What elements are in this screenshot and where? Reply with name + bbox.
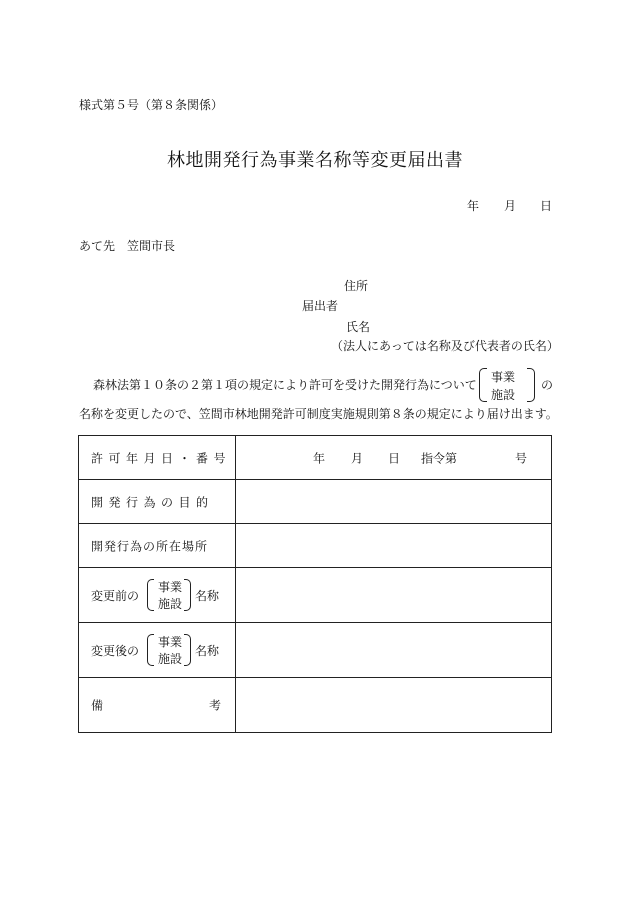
name-before-value-cell[interactable] — [236, 568, 551, 622]
option-jigyo: 事業 — [158, 580, 183, 594]
permit-number-prefix: 指令第 — [421, 451, 458, 465]
purpose-label: 開発行為の目的 — [91, 495, 214, 509]
permit-day-label: 日 — [388, 451, 401, 465]
table-row-name-before — [79, 568, 551, 623]
option-shisetsu: 施設 — [491, 388, 516, 402]
label-cell — [79, 524, 236, 567]
option-shisetsu: 施設 — [158, 652, 183, 666]
remarks-value-cell[interactable] — [236, 678, 551, 732]
addressee: あて先 笠間市長 — [79, 239, 176, 253]
table-row-name-after — [79, 623, 551, 678]
left-brace — [147, 579, 154, 611]
option-jigyo: 事業 — [491, 370, 516, 384]
date-day-label: 日 — [540, 199, 553, 213]
body-line-2: 名称を変更したので、笠間市林地開発許可制度実施規則第８条の規定により届け出ます。 — [79, 407, 558, 421]
name-before-prefix: 変更前の — [91, 589, 140, 603]
location-value-cell[interactable] — [236, 524, 551, 567]
name-after-value-cell[interactable] — [236, 623, 551, 677]
form-table — [78, 435, 552, 733]
name-label: 氏名 — [346, 320, 371, 334]
label-cell — [79, 480, 236, 523]
body-line-1: 森林法第１０条の２第１項の規定により許可を受けた開発行為について — [93, 378, 477, 392]
body-line-1-tail: の — [541, 378, 554, 392]
date-month-label: 月 — [504, 199, 517, 213]
right-brace — [184, 579, 191, 611]
left-brace — [479, 368, 487, 402]
permit-date-number-label: 許可年月日・番号 — [91, 451, 232, 465]
permit-value-cell[interactable] — [236, 436, 551, 479]
name-after-label — [91, 633, 227, 667]
document-title: 林地開発行為事業名称等変更届出書 — [167, 150, 463, 171]
table-row-remarks — [79, 678, 551, 732]
purpose-value-cell[interactable] — [236, 480, 551, 523]
option-shisetsu: 施設 — [158, 597, 183, 611]
label-cell — [79, 436, 236, 479]
notifier-label: 届出者 — [302, 299, 339, 313]
option-jigyo: 事業 — [158, 635, 183, 649]
date-year-label: 年 — [467, 199, 480, 213]
remarks-label-right: 考 — [209, 698, 222, 713]
name-before-suffix: 名称 — [195, 589, 220, 603]
left-brace — [147, 634, 154, 666]
permit-year-label: 年 — [313, 451, 326, 465]
label-cell — [79, 568, 236, 622]
form-number: 様式第５号（第８条関係） — [79, 98, 224, 112]
location-label: 開発行為の所在場所 — [91, 539, 209, 553]
table-row-purpose — [79, 480, 551, 524]
remarks-label-left: 備 — [91, 698, 104, 713]
table-row-permit — [79, 436, 551, 480]
name-after-prefix: 変更後の — [91, 644, 140, 658]
label-cell — [79, 623, 236, 677]
label-cell — [79, 678, 236, 732]
right-brace — [527, 368, 535, 402]
right-brace — [184, 634, 191, 666]
table-row-location — [79, 524, 551, 568]
permit-number-suffix: 号 — [515, 451, 528, 465]
name-before-label — [91, 578, 227, 612]
name-note: （法人にあっては名称及び代表者の氏名） — [331, 339, 559, 353]
permit-month-label: 月 — [351, 451, 364, 465]
inline-option-brace — [479, 366, 535, 404]
name-after-suffix: 名称 — [195, 644, 220, 658]
address-label: 住所 — [344, 279, 369, 293]
